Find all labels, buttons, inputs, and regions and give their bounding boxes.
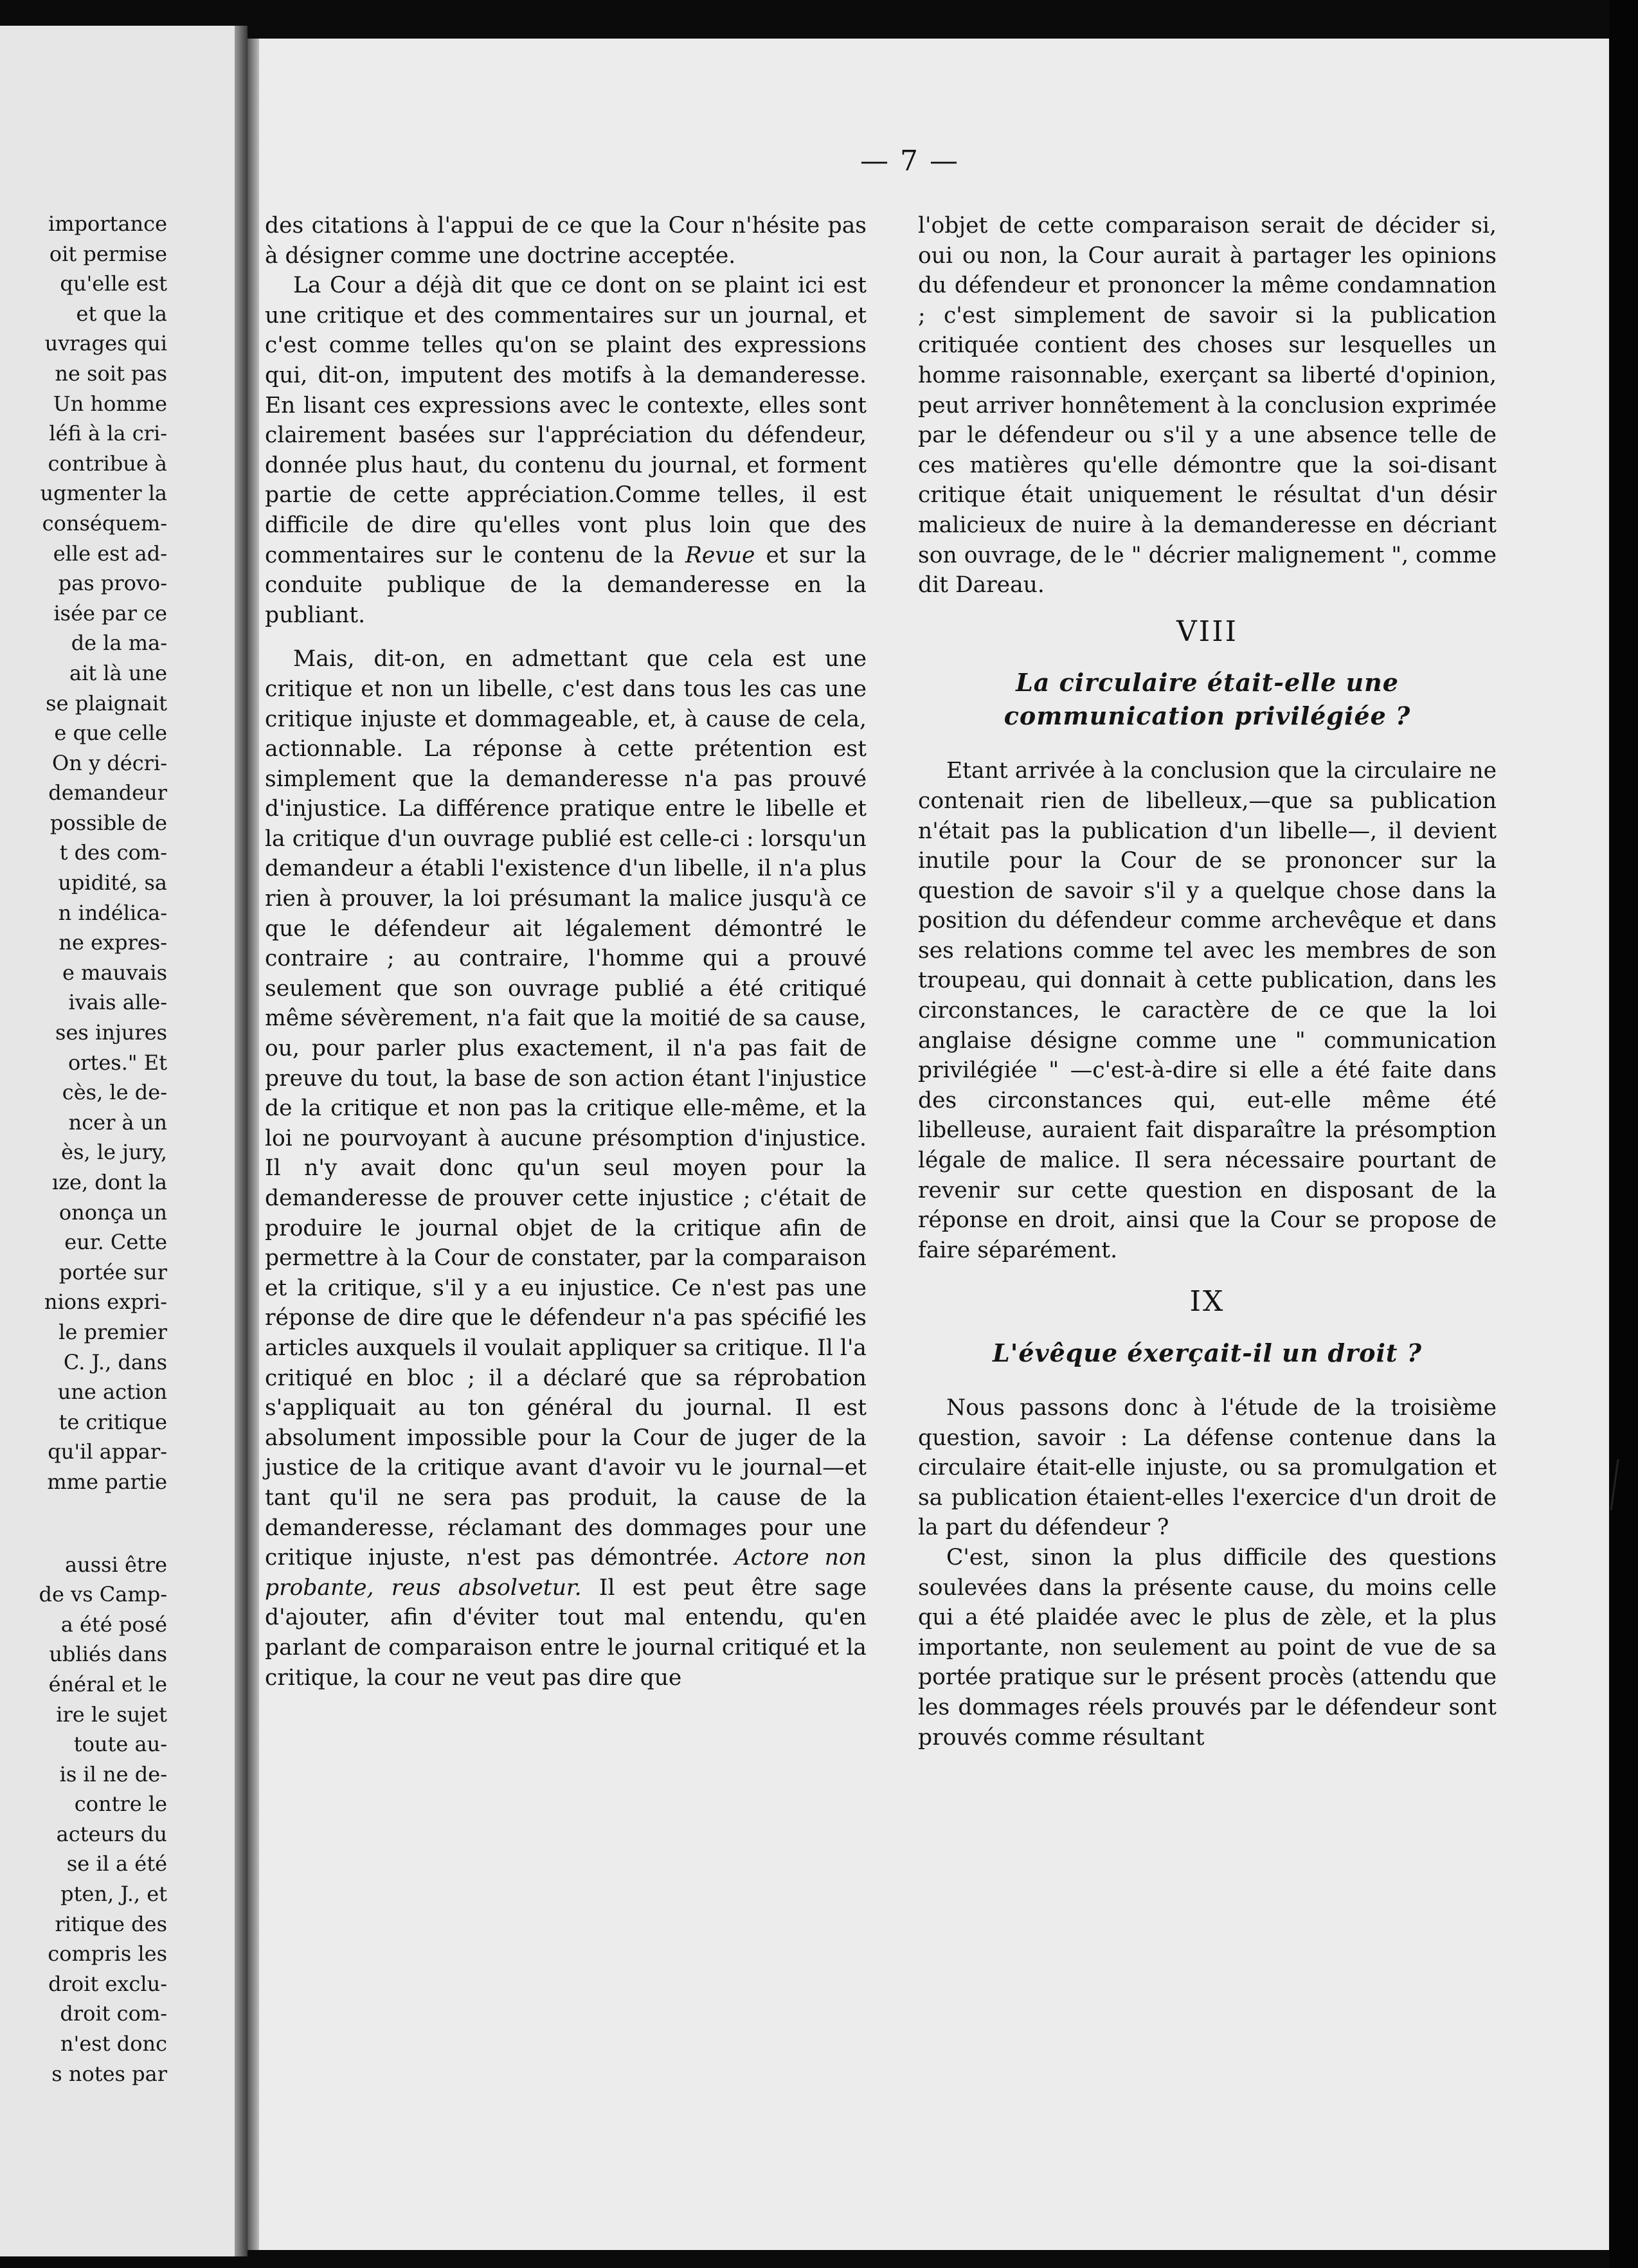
previous-page-line: e mauvais xyxy=(62,960,167,985)
previous-page-line: de la ma- xyxy=(71,631,167,656)
middle-column xyxy=(265,211,867,1693)
previous-page-line: aussi être xyxy=(65,1552,167,1577)
right-paragraph-1: l'objet de cette comparaison serait de décider si, oui ou non, la Cour aurait à partager les opinions du défendeur et prononcer la même condamnation ; c'est simplement de savoir si la publication critiquée contient des choses sur lesquelles un homme raisonnable, exerçant sa liberté d'opinion, peut arriver honnêtement à la conclusion exprimée par le défendeur ou s'il y a une absence telle de ces matières qu'elle démontre que la soi-disant critique était uniquement le résultat d'un désir malicieux de nuire à la demanderesse en décriant son ouvrage, de le " décrier malignement ", comme dit Dareau. xyxy=(918,213,1497,598)
previous-page-line: ıze, dont la xyxy=(51,1170,167,1194)
previous-page-line: te critique xyxy=(59,1409,167,1434)
previous-page-line: contribue à xyxy=(48,451,167,476)
previous-page-line: qu'elle est xyxy=(60,271,167,296)
previous-page-line: ubliés dans xyxy=(49,1642,167,1667)
right-paragraph-3: Nous passons donc à l'étude de la troisième question, savoir : La défense contenue dans la circulaire était-elle injuste, ou sa promulgation et sa publication étaient-elles l'exercice d'un droit de la part du défendeur ? xyxy=(918,1395,1497,1541)
page-number: — 7 — xyxy=(860,145,959,177)
previous-page-line: droit exclu- xyxy=(48,1971,167,1996)
middle-paragraph-2-text-end: et sur la conduite publique de la demanderesse en la publiant. xyxy=(265,542,867,628)
previous-page-line: compris les xyxy=(48,1941,167,1967)
previous-page-line: le premier xyxy=(59,1319,167,1344)
previous-page-line: de vs Camp- xyxy=(39,1582,167,1607)
middle-paragraph-3-text: Mais, dit-on, en admettant que cela est une critique et non un libelle, c'est dans tous les cas une critique injuste et dommageable, et, à cause de cela, actionnable. La réponse à cette prétention est simplement que la demanderesse n'a pas prouvé d'injustice. La différence pratique entre le libelle et la critique d'un ouvrage publié est celle-ci : lorsqu'un demandeur a établi l'existence d'un libelle, il n'a plus rien à prouver, la loi présumant la malice jusqu'à ce que le défendeur ait légalement démontré le contraire ; au contraire, l'homme qui a prouvé seulement que son ouvrage publié a été critiqué même sévèrement, n'a fait que la moitié de sa cause, ou, pour parler plus exactement, il n'a pas fait de preuve du tout, la base de son action étant l'injustice de la critique et non pas la critique elle-même, et la loi ne pourvoyant à aucune présomption d'injustice. Il n'y avait donc qu'un seul moyen pour la demanderesse de prouver cette injustice ; c'était de produire le journal objet de la critique afin de permettre à la Cour de constater, par la comparaison et la critique, s'il y a eu injustice. Ce n'est pas une réponse de dire que le défendeur n'a pas spécifié les articles auxquels il voulait appliquer sa critique. Il l'a critiqué en bloc ; il a déclaré que sa réprobation s'appliquait au ton général du journal. Il est absolument impossible pour la Cour de juger de la justice de la critique avant d'avoir vu le journal—et tant qu'il ne sera pas produit, la cause de la demanderesse, réclamant des dommages pour une critique injuste, n'est pas démontrée. xyxy=(265,646,867,1571)
previous-page-line: droit com- xyxy=(60,2001,167,2026)
previous-page-line xyxy=(0,1497,167,1550)
previous-page-line: nions expri- xyxy=(44,1290,167,1315)
book-gutter xyxy=(235,26,248,2256)
previous-page-line: a été posé xyxy=(60,1612,167,1637)
previous-page-line: ivais alle- xyxy=(68,990,167,1015)
previous-page-line: n'est donc xyxy=(60,2031,167,2056)
previous-page-line: se plaignait xyxy=(46,690,167,716)
previous-page-line: uvrages qui xyxy=(44,331,167,356)
previous-page-line: ncer à un xyxy=(68,1110,167,1135)
middle-paragraph-2 xyxy=(265,271,867,630)
previous-page-line: acteurs du xyxy=(56,1821,167,1846)
previous-page-line: et que la xyxy=(76,301,167,326)
middle-paragraph-3-italic: Actore non probante, reus absolvetur. xyxy=(265,1545,867,1601)
previous-page-line: se il a été xyxy=(66,1851,167,1877)
previous-page-line: conséquem- xyxy=(42,510,167,536)
previous-page-line: t des com- xyxy=(59,840,167,865)
previous-page-line: possible de xyxy=(50,810,167,835)
right-paragraph-2: Etant arrivée à la conclusion que la circulaire ne contenait rien de libelleux,—que sa publication n'était pas la publication d'un libelle—, il devient inutile pour la Cour de se prononcer sur la question de savoir s'il y a quelque chose dans la position du défendeur comme archevêque et dans ses relations comme tel avec les membres de son troupeau, qui donnait à cette publication, dans les circonstances, le caractère de ce que la loi anglaise désigne comme une " communication privilégiée " —c'est-à-dire si elle a été faite dans des circonstances qui, eut-elle même été libelleuse, auraient fait disparaître la présomption légale de malice. Il sera nécessaire pourtant de revenir sur cette question en disposant de la réponse en droit, ainsi que la Cour se propose de faire séparément. xyxy=(918,758,1497,1263)
previous-page-line: pten, J., et xyxy=(60,1882,167,1907)
previous-page-line: importance xyxy=(48,212,167,236)
right-column xyxy=(918,211,1497,1752)
middle-paragraph-3 xyxy=(265,644,867,1693)
previous-page-line: e que celle xyxy=(54,721,167,746)
middle-paragraph-2-text: La Cour a déjà dit que ce dont on se plaint ici est une critique et des commentaires sur un journal, et c'est comme telles qu'on se plaint des expressions qui, dit-on, imputent des motifs à la demanderesse. En lisant ces expressions avec le contexte, elles sont clairement basées sur l'appréciation du défendeur, donnée plus haut, du contenu du journal, et forment partie de cette appréciation.Comme telles, il est difficile de dire qu'elles vont plus loin que des commentaires sur le contenu de la xyxy=(265,273,867,568)
previous-page-line: demandeur xyxy=(48,780,167,806)
previous-page-line: énéral et le xyxy=(48,1671,167,1697)
middle-paragraph-1: des citations à l'appui de ce que la Cour n'hésite pas à désigner comme une doctrine acceptée. xyxy=(265,213,867,269)
previous-page-line: une action xyxy=(57,1380,167,1405)
page-edge-shadow xyxy=(248,39,259,2250)
previous-page-line: isée par ce xyxy=(53,600,167,626)
previous-page-line: qu'il appar- xyxy=(48,1439,167,1464)
previous-page-line: toute au- xyxy=(73,1732,167,1757)
section-heading-number: IX xyxy=(1189,1285,1225,1318)
previous-page-line: Un homme xyxy=(53,391,167,416)
section-heading-number: VIII xyxy=(1176,615,1238,648)
previous-page-line: ononça un xyxy=(59,1200,167,1225)
previous-page-line: léfi à la cri- xyxy=(49,421,167,446)
previous-page-line: On y décri- xyxy=(52,750,167,775)
previous-page-line: mme partie xyxy=(47,1469,167,1494)
previous-page-line: ait là une xyxy=(69,660,167,685)
previous-page-line: ne soit pas xyxy=(55,361,167,386)
previous-page-line: pas provo- xyxy=(58,571,167,596)
previous-page-line: cès, le de- xyxy=(62,1080,167,1105)
previous-page-line: ès, le jury, xyxy=(61,1140,167,1165)
previous-page-line: C. J., dans xyxy=(63,1349,167,1374)
previous-page-line: ritique des xyxy=(55,1911,167,1936)
previous-page-line: ne expres- xyxy=(59,930,167,955)
section-heading-title: La circulaire était-elle une communication privilégiée ? xyxy=(1004,668,1411,731)
middle-paragraph-2-italic: Revue xyxy=(685,542,755,568)
previous-page-line: n indélica- xyxy=(58,900,167,925)
previous-page-column xyxy=(0,209,167,2089)
right-paragraph-4: C'est, sinon la plus difficile des questions soulevées dans la présente cause, du moins celle qui a été plaidée avec le plus de zèle, et la plus importante, non seulement au point de vue de sa portée pratique sur le présent procès (attendu que les dommages réels prouvés par le défendeur sont prouvés comme résultant xyxy=(918,1544,1497,1751)
previous-page-line: oit permise xyxy=(49,241,167,266)
previous-page-line: eur. Cette xyxy=(64,1230,167,1255)
previous-page-line: elle est ad- xyxy=(53,541,167,566)
previous-page-line: portée sur xyxy=(59,1259,167,1284)
previous-page-line: contre le xyxy=(74,1792,167,1817)
scan-border xyxy=(1609,0,1638,2268)
middle-paragraph-3-text-end: Il est peut être sage d'ajouter, afin d'éviter tout mal entendu, qu'en parlant de comparaison entre le journal critiqué et la critique, la cour ne veut pas dire que xyxy=(265,1574,867,1691)
previous-page-line: ugmenter la xyxy=(40,481,167,506)
previous-page-line: ortes." Et xyxy=(68,1050,167,1075)
previous-page-line: ire le sujet xyxy=(56,1702,167,1727)
section-heading-title: L'évêque éxerçait-il un droit ? xyxy=(993,1338,1422,1367)
previous-page-line: s notes par xyxy=(51,2061,167,2086)
previous-page-line: upidité, sa xyxy=(58,870,167,896)
previous-page-line: ses injures xyxy=(55,1020,167,1045)
previous-page-line: is il ne de- xyxy=(59,1761,167,1787)
